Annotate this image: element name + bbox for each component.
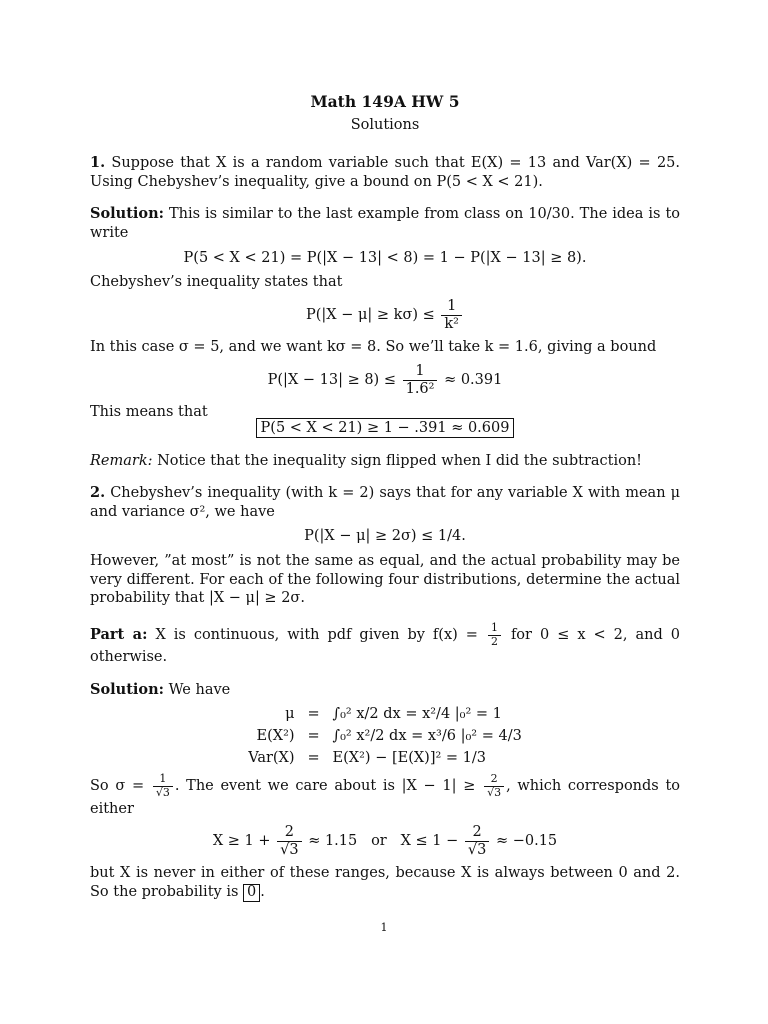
solution-label: Solution: — [90, 205, 164, 223]
either-right-fraction — [465, 824, 489, 858]
fraction-numerator: 1 — [403, 363, 438, 381]
remark — [90, 452, 680, 471]
solution-text: We have — [168, 681, 231, 698]
row-expression — [329, 703, 526, 725]
fraction-numerator: 2 — [277, 824, 301, 842]
sigma-text-1: So σ = — [90, 778, 145, 795]
row-integral: E(X²) − [E(X)]² — [332, 750, 442, 767]
problem1-statement — [90, 154, 680, 191]
row-result: = x³/6 |₀² = 4/3 — [411, 728, 522, 745]
problem1-solution — [90, 205, 680, 242]
equation-1: P(5 < X < 21) = P(|X − 13| < 8) = 1 − P(|X − 13| ≥ 8). — [183, 249, 587, 266]
sigma-fraction — [153, 773, 173, 799]
fraction-numerator: 1 — [488, 622, 501, 636]
fraction-denominator: √3 — [155, 785, 170, 799]
either-left-fraction — [277, 824, 301, 858]
fraction-denominator: 1.6² — [405, 380, 435, 397]
equation-3-lhs: P(|X − 13| ≥ 8) ≤ — [267, 372, 396, 389]
however-text: However, ”at most” is not the same as equal, and the actual probability may be very different. For each of the following four distributions, determine the actual probability that |X − μ| ≥ 2σ. — [90, 553, 680, 607]
derivation-table — [244, 703, 526, 769]
either-or: or — [371, 833, 387, 850]
fraction-denominator: k² — [444, 315, 459, 332]
conclusion-end: . — [260, 883, 265, 900]
fraction-denominator: √3 — [280, 841, 299, 858]
either-left-2: ≈ 1.15 — [308, 833, 358, 850]
derivation-row — [244, 747, 526, 769]
remark-text: Notice that the inequality sign flipped when I did the subtraction! — [157, 452, 643, 469]
equation-3-rhs: ≈ 0.391 — [444, 372, 503, 389]
chebyshev-intro: Chebyshev’s inequality states that — [90, 274, 343, 291]
boxed-result: P(5 < X < 21) ≥ 1 − .391 ≈ 0.609 — [256, 418, 515, 438]
row-result: = 1/3 — [445, 750, 487, 767]
row-integral: ∫₀² x/2 dx — [332, 706, 401, 723]
either-right-2: ≈ −0.15 — [495, 833, 558, 850]
problem2-solution — [90, 681, 680, 700]
sigma-text-3: , which corresponds to either — [90, 778, 681, 817]
equation-2-lhs: P(|X − μ| ≥ kσ) ≤ — [306, 307, 435, 324]
part-a-text-2: for 0 ≤ x < 2, and 0 otherwise. — [90, 627, 680, 666]
problem2-text: Chebyshev’s inequality (with k = 2) says that for any variable X with mean μ and variance σ², we have — [90, 485, 681, 520]
conclusion-box: 0 — [243, 884, 260, 902]
part-a-fraction — [488, 622, 501, 648]
problem1-number: 1. — [90, 154, 106, 172]
either-right-1: X ≤ 1 − — [400, 833, 459, 850]
either-equation — [90, 824, 680, 858]
derivation-row — [244, 725, 526, 747]
row-relation: = — [307, 728, 320, 745]
fraction-numerator: 2 — [484, 773, 504, 787]
solution-label: Solution: — [90, 680, 164, 698]
part-a-label: Part a: — [90, 626, 148, 643]
document-page — [90, 92, 680, 902]
fraction-denominator: 2 — [490, 634, 498, 648]
fraction-denominator: √3 — [467, 841, 487, 858]
solution-text: This is similar to the last example from class on 10/30. The idea is to write — [90, 206, 681, 242]
part-a-text-1: X is continuous, with pdf given by f(x) = — [155, 627, 478, 643]
fraction-numerator: 1 — [153, 773, 173, 787]
problem2-statement — [90, 484, 680, 521]
derivation-row — [244, 703, 526, 725]
document-subtitle: Solutions — [350, 116, 420, 133]
part-a — [90, 622, 680, 667]
sigma-text-2: . The event we care about is |X − 1| ≥ — [174, 778, 476, 795]
sigma-text — [90, 773, 680, 818]
conclusion-text: but X is never in either of these ranges, because X is always between 0 and 2. So the probability is — [90, 865, 680, 900]
row-relation: = — [307, 706, 320, 723]
fraction-denominator: √3 — [487, 785, 502, 799]
row-lhs: Var(X) — [248, 750, 295, 767]
row-lhs: μ — [285, 706, 295, 723]
either-left-1: X ≥ 1 + — [212, 833, 271, 850]
row-lhs: E(X²) — [256, 728, 295, 745]
row-result: = x²/4 |₀² = 1 — [405, 706, 502, 723]
fraction-numerator: 1 — [441, 298, 462, 316]
problem1-text: Suppose that X is a random variable such that E(X) = 13 and Var(X) = 25. Using Chebyshev’s inequality, give a bound on P(5 < X < 21). — [90, 155, 680, 190]
row-expression — [329, 725, 526, 747]
row-integral: ∫₀² x²/2 dx — [332, 728, 407, 745]
page-number: 1 — [380, 921, 388, 934]
equation-3-fraction — [403, 363, 438, 397]
row-expression — [329, 747, 526, 769]
equation-3 — [90, 363, 680, 397]
remark-label: Remark: — [90, 452, 153, 469]
equation-2 — [90, 298, 680, 332]
case-text: In this case σ = 5, and we want kσ = 8. So we’ll take k = 1.6, giving a bound — [90, 339, 657, 356]
document-title: Math 149A HW 5 — [310, 92, 460, 111]
sigma-fraction-2 — [484, 773, 504, 799]
fraction-numerator: 2 — [465, 824, 489, 842]
problem2-equation: P(|X − μ| ≥ 2σ) ≤ 1/4. — [304, 528, 466, 545]
means-text: This means that — [90, 404, 208, 421]
conclusion — [90, 864, 680, 901]
problem2-number: 2. — [90, 484, 106, 502]
equation-2-fraction — [441, 298, 462, 332]
row-relation: = — [307, 750, 320, 767]
